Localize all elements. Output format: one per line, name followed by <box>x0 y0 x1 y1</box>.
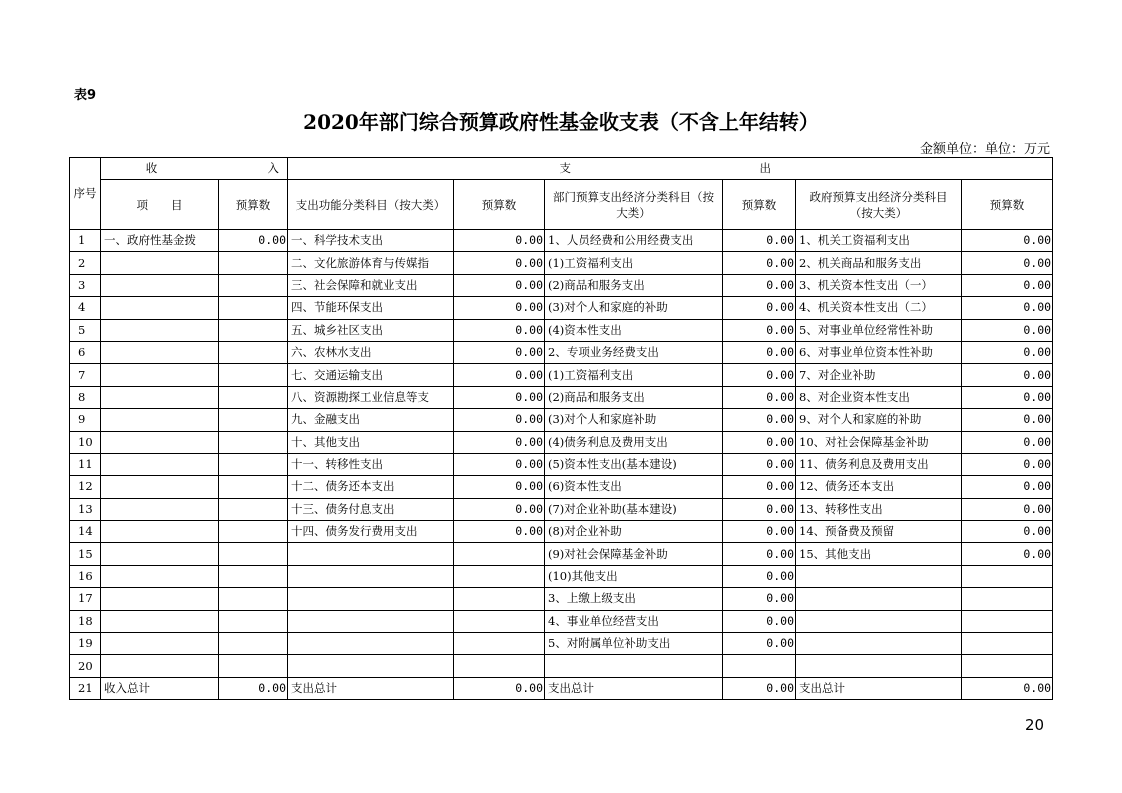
income-item <box>101 610 219 632</box>
income-item <box>101 565 219 587</box>
dept-budget: 0.00 <box>723 230 796 252</box>
dept-econ-category: (9)对社会保障基金补助 <box>545 543 723 565</box>
row-number: 12 <box>70 476 101 498</box>
gov-budget: 0.00 <box>962 498 1053 520</box>
func-budget: 0.00 <box>454 341 545 363</box>
func-category: 十一、转移性支出 <box>288 453 454 475</box>
income-item <box>101 364 219 386</box>
table-row <box>70 274 1053 296</box>
expense-label: 支 <box>559 161 571 175</box>
dept-budget: 0.00 <box>723 521 796 543</box>
gov-econ-category <box>796 633 962 655</box>
income-item <box>101 409 219 431</box>
row-number: 2 <box>70 252 101 274</box>
income-budget <box>219 274 288 296</box>
table-row <box>70 319 1053 341</box>
income-budget <box>219 588 288 610</box>
func-category: 十三、债务付息支出 <box>288 498 454 520</box>
income-budget <box>219 633 288 655</box>
func-category: 六、农林水支出 <box>288 341 454 363</box>
table-row <box>70 677 1053 699</box>
dept-econ-category <box>545 655 723 677</box>
dept-econ-category: (5)资本性支出(基本建设) <box>545 453 723 475</box>
income-budget <box>219 386 288 408</box>
func-budget: 0.00 <box>454 677 545 699</box>
income-label: 收 <box>145 161 158 175</box>
dept-econ-category: (7)对企业补助(基本建设) <box>545 498 723 520</box>
income-budget <box>219 521 288 543</box>
dept-budget: 0.00 <box>723 633 796 655</box>
income-item <box>101 341 219 363</box>
table-row <box>70 543 1053 565</box>
dept-econ-category: (2)商品和服务支出 <box>545 274 723 296</box>
income-budget <box>219 453 288 475</box>
dept-budget: 0.00 <box>723 319 796 341</box>
dept-budget: 0.00 <box>723 431 796 453</box>
income-budget <box>219 543 288 565</box>
col-budget1-header: 预算数 <box>219 180 288 230</box>
income-item <box>101 476 219 498</box>
row-number: 13 <box>70 498 101 520</box>
table-row <box>70 476 1053 498</box>
income-budget <box>219 341 288 363</box>
row-number: 7 <box>70 364 101 386</box>
col-func-header: 支出功能分类科目（按大类） <box>288 180 454 230</box>
dept-budget: 0.00 <box>723 610 796 632</box>
func-budget: 0.00 <box>454 319 545 341</box>
gov-budget: 0.00 <box>962 341 1053 363</box>
gov-budget <box>962 655 1053 677</box>
table-row <box>70 633 1053 655</box>
func-budget: 0.00 <box>454 521 545 543</box>
dept-econ-category: (2)商品和服务支出 <box>545 386 723 408</box>
dept-budget: 0.00 <box>723 297 796 319</box>
dept-budget: 0.00 <box>723 364 796 386</box>
func-budget: 0.00 <box>454 498 545 520</box>
row-number: 10 <box>70 431 101 453</box>
func-category <box>288 588 454 610</box>
income-label-2: 入 <box>267 161 279 175</box>
func-category: 四、节能环保支出 <box>288 297 454 319</box>
func-budget <box>454 655 545 677</box>
func-budget: 0.00 <box>454 274 545 296</box>
dept-econ-category: 4、事业单位经营支出 <box>545 610 723 632</box>
dept-budget: 0.00 <box>723 409 796 431</box>
dept-budget: 0.00 <box>723 453 796 475</box>
row-number: 9 <box>70 409 101 431</box>
table-row <box>70 230 1053 252</box>
income-item <box>101 431 219 453</box>
table-row <box>70 364 1053 386</box>
func-budget: 0.00 <box>454 476 545 498</box>
income-item <box>101 386 219 408</box>
dept-budget: 0.00 <box>723 543 796 565</box>
gov-budget: 0.00 <box>962 274 1053 296</box>
func-category: 十、其他支出 <box>288 431 454 453</box>
row-number: 6 <box>70 341 101 363</box>
gov-econ-category: 5、对事业单位经常性补助 <box>796 319 962 341</box>
gov-econ-category: 13、转移性支出 <box>796 498 962 520</box>
income-item: 收入总计 <box>101 677 219 699</box>
func-category: 三、社会保障和就业支出 <box>288 274 454 296</box>
func-category <box>288 610 454 632</box>
col-dept-econ-header: 部门预算支出经济分类科目（按大类） <box>545 180 723 230</box>
gov-econ-category: 15、其他支出 <box>796 543 962 565</box>
amount-unit: 金额单位：单位：万元 <box>919 142 1050 157</box>
dept-econ-category: (6)资本性支出 <box>545 476 723 498</box>
gov-econ-category: 8、对企业资本性支出 <box>796 386 962 408</box>
row-number: 8 <box>70 386 101 408</box>
func-category: 一、科学技术支出 <box>288 230 454 252</box>
dept-budget: 0.00 <box>723 476 796 498</box>
dept-budget: 0.00 <box>723 677 796 699</box>
dept-econ-category: 3、上缴上级支出 <box>545 588 723 610</box>
gov-budget: 0.00 <box>962 319 1053 341</box>
dept-econ-category: 2、专项业务经费支出 <box>545 341 723 363</box>
func-budget: 0.00 <box>454 297 545 319</box>
table-row <box>70 498 1053 520</box>
gov-budget <box>962 633 1053 655</box>
gov-budget: 0.00 <box>962 431 1053 453</box>
gov-econ-category <box>796 655 962 677</box>
func-category: 二、文化旅游体育与传媒指 <box>288 252 454 274</box>
func-category: 九、金融支出 <box>288 409 454 431</box>
dept-econ-category: (4)债务利息及费用支出 <box>545 431 723 453</box>
gov-econ-category: 2、机关商品和服务支出 <box>796 252 962 274</box>
dept-budget: 0.00 <box>723 498 796 520</box>
table-row <box>70 431 1053 453</box>
func-budget <box>454 565 545 587</box>
row-number: 17 <box>70 588 101 610</box>
expense-label-2: 出 <box>759 161 771 175</box>
gov-budget: 0.00 <box>962 386 1053 408</box>
func-budget <box>454 610 545 632</box>
income-item <box>101 633 219 655</box>
row-number: 19 <box>70 633 101 655</box>
table-row <box>70 297 1053 319</box>
dept-econ-category: (10)其他支出 <box>545 565 723 587</box>
dept-budget <box>723 655 796 677</box>
gov-econ-category <box>796 588 962 610</box>
header-row-columns <box>70 180 1053 230</box>
income-item <box>101 252 219 274</box>
func-budget: 0.00 <box>454 364 545 386</box>
income-budget <box>219 319 288 341</box>
dept-econ-category: 5、对附属单位补助支出 <box>545 633 723 655</box>
col-budget2-header: 预算数 <box>454 180 545 230</box>
func-budget: 0.00 <box>454 453 545 475</box>
func-budget <box>454 543 545 565</box>
income-budget <box>219 252 288 274</box>
func-budget: 0.00 <box>454 386 545 408</box>
table-row <box>70 252 1053 274</box>
gov-econ-category: 1、机关工资福利支出 <box>796 230 962 252</box>
dept-budget: 0.00 <box>723 588 796 610</box>
col-budget3-header: 预算数 <box>723 180 796 230</box>
gov-econ-category <box>796 610 962 632</box>
header-row-group <box>70 158 1053 180</box>
income-budget <box>219 297 288 319</box>
dept-econ-category: (3)对个人和家庭补助 <box>545 409 723 431</box>
table-row <box>70 588 1053 610</box>
table-row <box>70 453 1053 475</box>
table-row <box>70 610 1053 632</box>
dept-budget: 0.00 <box>723 565 796 587</box>
func-budget: 0.00 <box>454 409 545 431</box>
income-budget <box>219 476 288 498</box>
income-budget <box>219 565 288 587</box>
gov-econ-category: 支出总计 <box>796 677 962 699</box>
col-gov-econ-header: 政府预算支出经济分类科目（按大类） <box>796 180 962 230</box>
func-category <box>288 633 454 655</box>
income-budget <box>219 498 288 520</box>
func-category: 八、资源勘探工业信息等支 <box>288 386 454 408</box>
dept-econ-category: (1)工资福利支出 <box>545 364 723 386</box>
expense-header <box>288 158 1053 180</box>
func-category <box>288 655 454 677</box>
gov-budget: 0.00 <box>962 297 1053 319</box>
row-number: 14 <box>70 521 101 543</box>
budget-table <box>69 157 1053 700</box>
dept-econ-category: 支出总计 <box>545 677 723 699</box>
income-item <box>101 453 219 475</box>
gov-econ-category: 10、对社会保障基金补助 <box>796 431 962 453</box>
row-number: 1 <box>70 230 101 252</box>
gov-budget: 0.00 <box>962 677 1053 699</box>
gov-econ-category: 14、预备费及预留 <box>796 521 962 543</box>
row-number: 21 <box>70 677 101 699</box>
income-budget: 0.00 <box>219 677 288 699</box>
income-budget <box>219 431 288 453</box>
gov-econ-category: 3、机关资本性支出（一） <box>796 274 962 296</box>
row-number: 3 <box>70 274 101 296</box>
row-number: 20 <box>70 655 101 677</box>
gov-budget <box>962 588 1053 610</box>
row-number: 4 <box>70 297 101 319</box>
page-title: 2020年部门综合预算政府性基金收支表（不含上年结转） <box>303 110 819 134</box>
func-category: 十四、债务发行费用支出 <box>288 521 454 543</box>
page-number: 20 <box>1025 716 1045 734</box>
row-number: 5 <box>70 319 101 341</box>
table-row <box>70 565 1053 587</box>
func-category: 支出总计 <box>288 677 454 699</box>
func-category: 五、城乡社区支出 <box>288 319 454 341</box>
func-budget: 0.00 <box>454 431 545 453</box>
dept-econ-category: 1、人员经费和公用经费支出 <box>545 230 723 252</box>
row-number: 11 <box>70 453 101 475</box>
income-budget: 0.00 <box>219 230 288 252</box>
table-number: 表9 <box>74 88 97 103</box>
income-item <box>101 498 219 520</box>
func-budget: 0.00 <box>454 230 545 252</box>
row-number: 15 <box>70 543 101 565</box>
income-item <box>101 543 219 565</box>
gov-budget: 0.00 <box>962 453 1053 475</box>
dept-budget: 0.00 <box>723 252 796 274</box>
row-number: 16 <box>70 565 101 587</box>
income-budget <box>219 364 288 386</box>
income-budget <box>219 409 288 431</box>
dept-budget: 0.00 <box>723 274 796 296</box>
gov-econ-category: 6、对事业单位资本性补助 <box>796 341 962 363</box>
dept-budget: 0.00 <box>723 341 796 363</box>
gov-econ-category: 9、对个人和家庭的补助 <box>796 409 962 431</box>
income-item: 一、政府性基金拨 <box>101 230 219 252</box>
gov-budget: 0.00 <box>962 230 1053 252</box>
gov-budget: 0.00 <box>962 521 1053 543</box>
gov-budget: 0.00 <box>962 364 1053 386</box>
gov-econ-category: 7、对企业补助 <box>796 364 962 386</box>
table-row <box>70 341 1053 363</box>
gov-econ-category <box>796 565 962 587</box>
income-header <box>101 158 288 180</box>
func-budget: 0.00 <box>454 252 545 274</box>
table-row <box>70 521 1053 543</box>
gov-budget: 0.00 <box>962 476 1053 498</box>
func-budget <box>454 633 545 655</box>
gov-budget: 0.00 <box>962 252 1053 274</box>
row-number: 18 <box>70 610 101 632</box>
col-budget4-header: 预算数 <box>962 180 1053 230</box>
table-row <box>70 409 1053 431</box>
gov-budget: 0.00 <box>962 409 1053 431</box>
seq-header: 序号 <box>70 158 101 230</box>
income-budget <box>219 655 288 677</box>
gov-budget <box>962 565 1053 587</box>
income-item <box>101 588 219 610</box>
dept-econ-category: (8)对企业补助 <box>545 521 723 543</box>
gov-econ-category: 4、机关资本性支出（二） <box>796 297 962 319</box>
dept-budget: 0.00 <box>723 386 796 408</box>
func-category: 十二、债务还本支出 <box>288 476 454 498</box>
func-category: 七、交通运输支出 <box>288 364 454 386</box>
func-category <box>288 565 454 587</box>
gov-budget <box>962 610 1053 632</box>
income-item <box>101 274 219 296</box>
dept-econ-category: (4)资本性支出 <box>545 319 723 341</box>
income-item <box>101 319 219 341</box>
income-item <box>101 297 219 319</box>
func-budget <box>454 588 545 610</box>
income-item <box>101 521 219 543</box>
gov-econ-category: 12、债务还本支出 <box>796 476 962 498</box>
income-item <box>101 655 219 677</box>
dept-econ-category: (1)工资福利支出 <box>545 252 723 274</box>
func-category <box>288 543 454 565</box>
gov-econ-category: 11、债务利息及费用支出 <box>796 453 962 475</box>
col-item-header: 项 目 <box>101 180 219 230</box>
dept-econ-category: (3)对个人和家庭的补助 <box>545 297 723 319</box>
gov-budget: 0.00 <box>962 543 1053 565</box>
income-budget <box>219 610 288 632</box>
table-row <box>70 655 1053 677</box>
table-row <box>70 386 1053 408</box>
